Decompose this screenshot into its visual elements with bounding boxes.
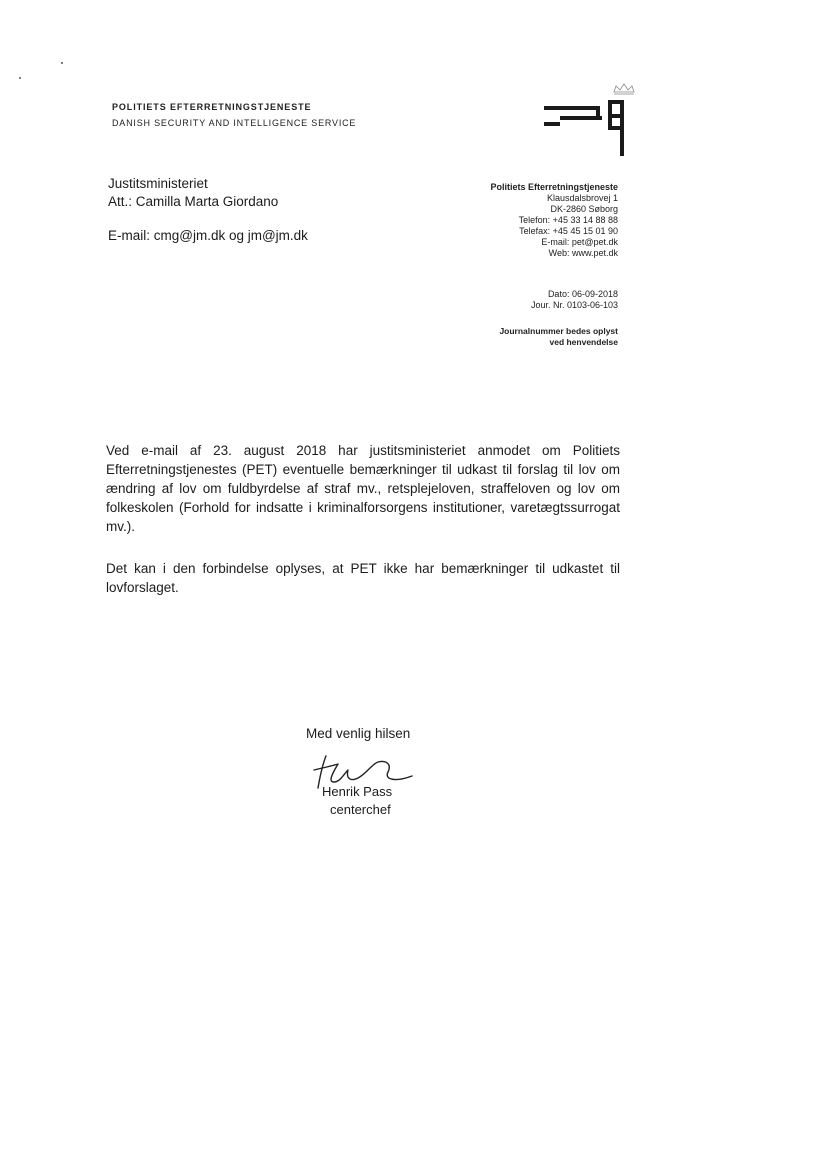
journal-note (418, 326, 618, 348)
journal-note-line-2: ved henvendelse (549, 337, 618, 347)
recipient-name: Justitsministeriet (108, 176, 208, 191)
closing-greeting: Med venlig hilsen (306, 726, 411, 741)
signer-title: centerchef (330, 802, 391, 817)
signer-name: Henrik Pass (322, 784, 393, 799)
scan-speck (19, 77, 21, 79)
sender-address-block (398, 182, 618, 259)
recipient-attention: Att.: Camilla Marta Giordano (108, 194, 279, 209)
sender-phone: Telefon: +45 33 14 88 88 (518, 215, 618, 225)
body-paragraph-1: Ved e-mail af 23. august 2018 har justitsministeriet anmodet om Politiets Efterretningstjenestes (PET) eventuelle bemærkninger til udkast til forslag til lov om ændring af lov om fuldbyrdelse af straf mv., retsplejeloven, straffeloven og lov om folkeskolen (Forhold for indsatte i kriminalforsorgens institutioner, varetægtssurrogat mv.). (106, 443, 620, 534)
journal-number: Jour. Nr. 0103-06-103 (530, 300, 618, 310)
journal-note-line-1: Journalnummer bedes oplyst (499, 326, 618, 336)
sender-email: E-mail: pet@pet.dk (541, 237, 618, 247)
sender-web: Web: www.pet.dk (548, 248, 618, 258)
sender-name: Politiets Efterretningstjeneste (490, 182, 618, 192)
org-name-danish: POLITIETS EFTERRETNINGSTJENESTE (112, 102, 312, 112)
body-paragraph-2: Det kan i den forbindelse oplyses, at PET ikke har bemærkninger til udkastet til lovforslaget. (106, 561, 620, 595)
reference-block (418, 289, 618, 311)
org-name-english: DANISH SECURITY AND INTELLIGENCE SERVICE (112, 118, 357, 128)
sender-city: DK-2860 Søborg (550, 204, 618, 214)
scan-speck (61, 62, 63, 64)
pet-logo-icon (540, 78, 640, 158)
sender-fax: Telefax: +45 45 15 01 90 (519, 226, 618, 236)
sender-street: Klausdalsbrovej 1 (546, 193, 618, 203)
recipient-email: E-mail: cmg@jm.dk og jm@jm.dk (108, 228, 308, 243)
letter-date: Dato: 06-09-2018 (547, 289, 618, 299)
